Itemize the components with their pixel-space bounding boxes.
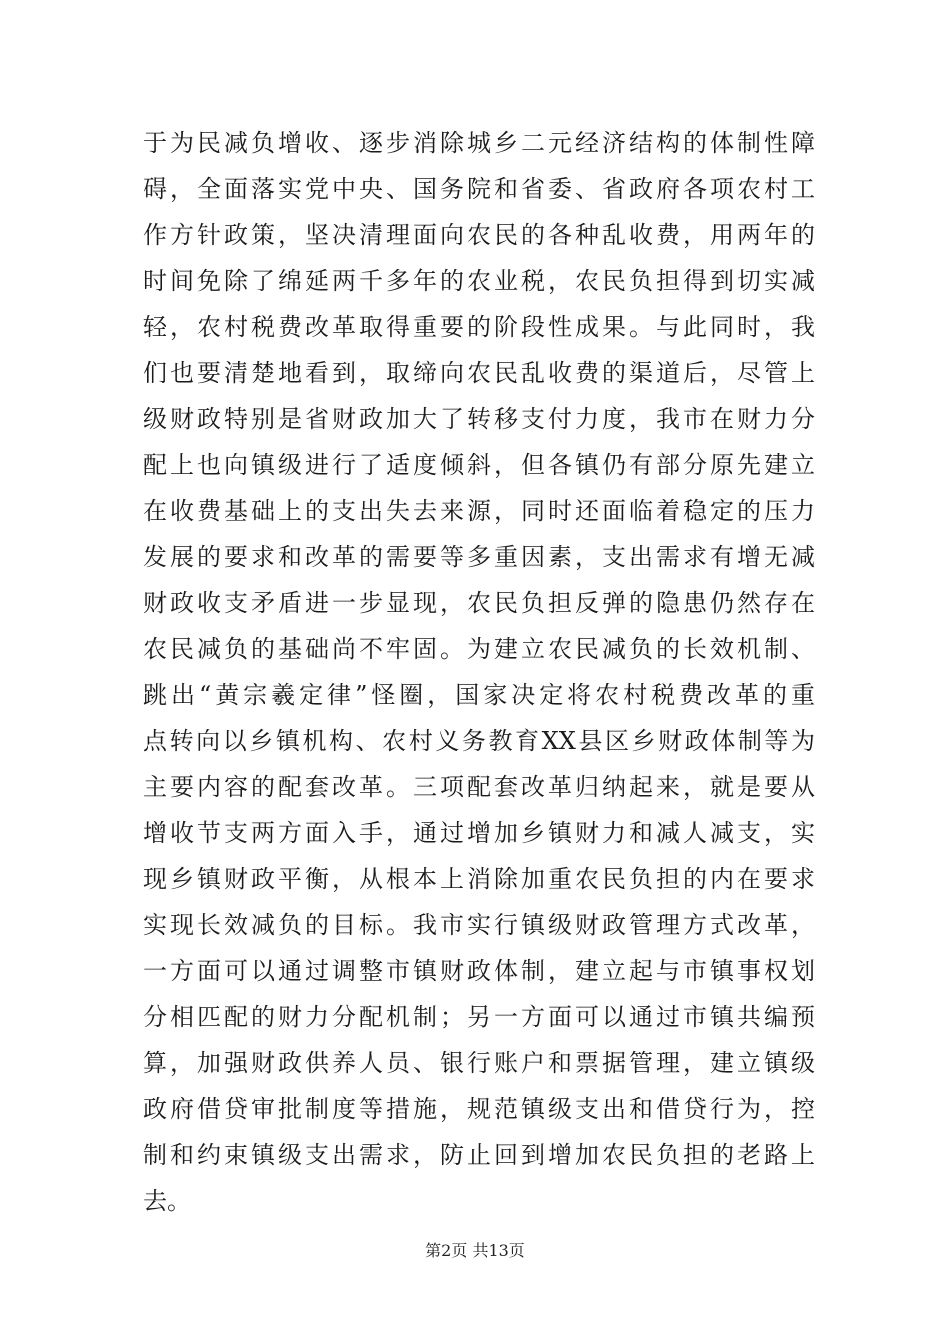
- document-body: [143, 120, 815, 1224]
- text-line: 点转向以乡镇机构、农村义务教育XX县区乡财政体制等为: [143, 727, 815, 755]
- text-line: 在收费基础上的支出失去来源，同时还面临着稳定的压力: [143, 497, 815, 525]
- text-line: 制和约束镇级支出需求，防止回到增加农民负担的老路上: [143, 1141, 815, 1169]
- text-line: 于为民减负增收、逐步消除城乡二元经济结构的体制性障: [143, 129, 815, 157]
- text-line: 一方面可以通过调整市镇财政体制，建立起与市镇事权划: [143, 957, 815, 985]
- text-line: 算，加强财政供养人员、银行账户和票据管理，建立镇级: [143, 1049, 815, 1077]
- text-line: 轻，农村税费改革取得重要的阶段性成果。与此同时，我: [143, 313, 815, 341]
- text-line: 配上也向镇级进行了适度倾斜，但各镇仍有部分原先建立: [143, 451, 815, 479]
- text-line: 现乡镇财政平衡，从根本上消除加重农民负担的内在要求: [143, 865, 815, 893]
- text-line: 们也要清楚地看到，取缔向农民乱收费的渠道后，尽管上: [143, 359, 815, 387]
- text-line: 发展的要求和改革的需要等多重因素，支出需求有增无减: [143, 543, 815, 571]
- text-line: 级财政特别是省财政加大了转移支付力度，我市在财力分: [143, 405, 815, 433]
- text-line: 时间免除了绵延两千多年的农业税，农民负担得到切实减: [143, 267, 815, 295]
- text-line: 分相匹配的财力分配机制；另一方面可以通过市镇共编预: [143, 1003, 815, 1031]
- text-line: 主要内容的配套改革。三项配套改革归纳起来，就是要从: [143, 773, 815, 801]
- text-line: 实现长效减负的目标。我市实行镇级财政管理方式改革，: [143, 911, 815, 939]
- text-line: 作方针政策，坚决清理面向农民的各种乱收费，用两年的: [143, 221, 815, 249]
- page-number-footer: 第2页 共13页: [425, 1241, 525, 1260]
- text-line: 财政收支矛盾进一步显现，农民负担反弹的隐患仍然存在: [143, 589, 815, 617]
- text-line: 去。: [143, 1187, 191, 1215]
- text-line: 政府借贷审批制度等措施，规范镇级支出和借贷行为，控: [143, 1095, 815, 1123]
- text-line: 增收节支两方面入手，通过增加乡镇财力和减人减支，实: [143, 819, 815, 847]
- text-line: 跳出“黄宗羲定律”怪圈，国家决定将农村税费改革的重: [143, 681, 815, 709]
- text-line: 农民减负的基础尚不牢固。为建立农民减负的长效机制、: [143, 635, 815, 663]
- text-line: 碍，全面落实党中央、国务院和省委、省政府各项农村工: [143, 175, 815, 203]
